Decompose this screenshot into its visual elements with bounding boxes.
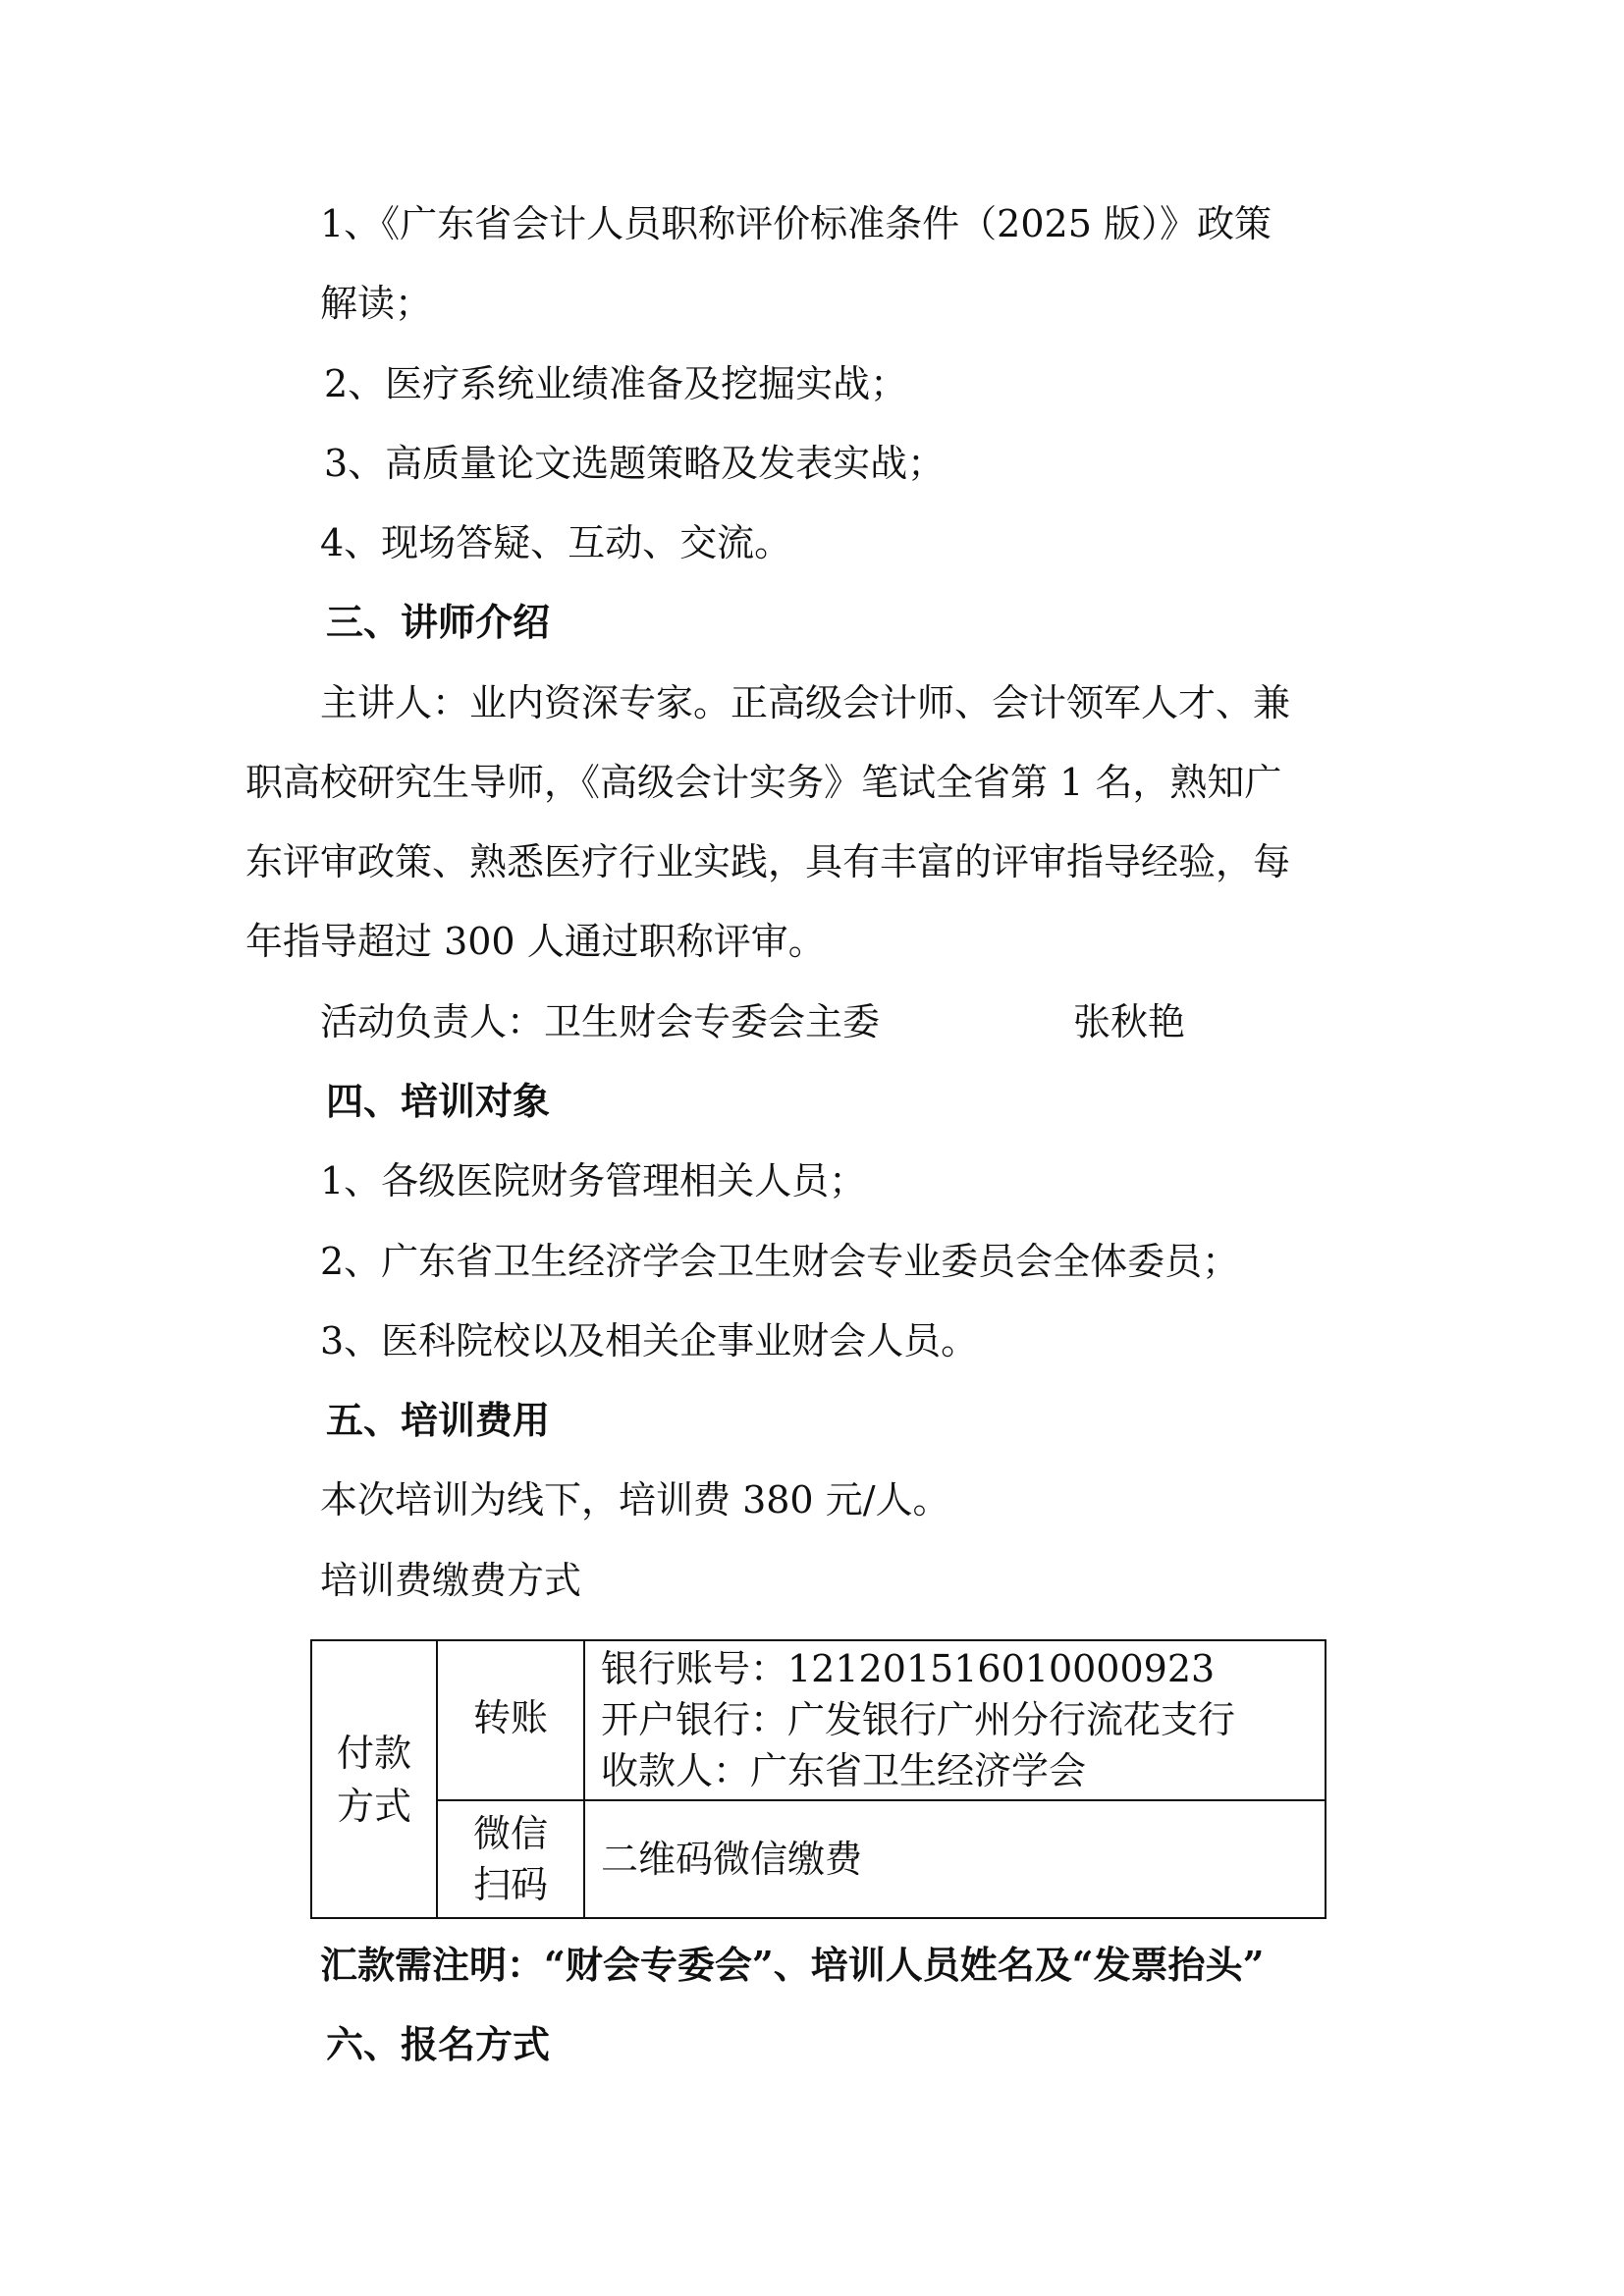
payment-table [310, 1639, 1326, 1919]
instructor-intro-line-2: 职高校研究生导师，《高级会计实务》笔试全省第 1 名，熟知广 [245, 761, 1282, 804]
instructor-intro-line-1: 主讲人：业内资深专家。正高级会计师、会计领军人才、兼 [320, 681, 1291, 724]
instructor-intro-line-3: 东评审政策、熟悉医疗行业实践，具有丰富的评审指导经验，每 [245, 840, 1291, 883]
fee-description: 本次培训为线下，培训费 380 元/人。 [320, 1478, 950, 1522]
payee-name: 收款人：广东省卫生经济学会 [601, 1749, 1087, 1792]
bank-name: 开户银行：广发银行广州分行流花支行 [601, 1698, 1236, 1741]
remittance-note: 汇款需注明：“财会专委会”、培训人员姓名及“发票抬头” [320, 1943, 1265, 1987]
payment-method-label-line-2: 方式 [336, 1784, 411, 1828]
responsible-person-label: 活动负责人：卫生财会专委会主委 [320, 1000, 881, 1043]
bank-account-number: 银行账号：121201516010000923 [601, 1647, 1216, 1690]
wechat-payment-text: 二维码微信缴费 [601, 1838, 863, 1881]
audience-item-3: 3、医科院校以及相关企事业财会人员。 [320, 1319, 979, 1362]
wechat-details-cell [584, 1800, 1326, 1918]
topic-item-4: 4、现场答疑、互动、交流。 [320, 521, 792, 564]
audience-item-2: 2、广东省卫生经济学会卫生财会专业委员会全体委员； [320, 1240, 1240, 1283]
topic-item-1: 1、《广东省会计人员职称评价标准条件（2025 版）》政策 [320, 202, 1272, 245]
section-heading-registration: 六、报名方式 [326, 2022, 551, 2066]
topic-item-1-continued: 解读； [320, 282, 433, 325]
wechat-label-cell [437, 1800, 584, 1918]
wechat-label-line-2: 扫码 [472, 1863, 548, 1906]
topic-item-2: 2、医疗系统业绩准备及挖掘实战； [324, 362, 908, 405]
wechat-label-line-1: 微信 [472, 1812, 548, 1855]
payment-method-title: 培训费缴费方式 [320, 1559, 582, 1602]
payment-method-label-line-1: 付款 [336, 1731, 411, 1775]
transfer-label-cell [437, 1640, 584, 1800]
audience-item-1: 1、各级医院财务管理相关人员； [320, 1159, 867, 1202]
section-heading-instructor: 三、讲师介绍 [326, 600, 551, 644]
transfer-label: 转账 [472, 1695, 548, 1739]
section-heading-audience: 四、培训对象 [326, 1079, 551, 1123]
payment-method-cell [311, 1640, 437, 1918]
instructor-intro-line-4: 年指导超过 300 人通过职称评审。 [245, 920, 826, 963]
transfer-details-cell [584, 1640, 1326, 1800]
topic-item-3: 3、高质量论文选题策略及发表实战； [324, 442, 946, 485]
responsible-person-name: 张秋艳 [1073, 1000, 1186, 1043]
section-heading-fees: 五、培训费用 [326, 1398, 551, 1442]
